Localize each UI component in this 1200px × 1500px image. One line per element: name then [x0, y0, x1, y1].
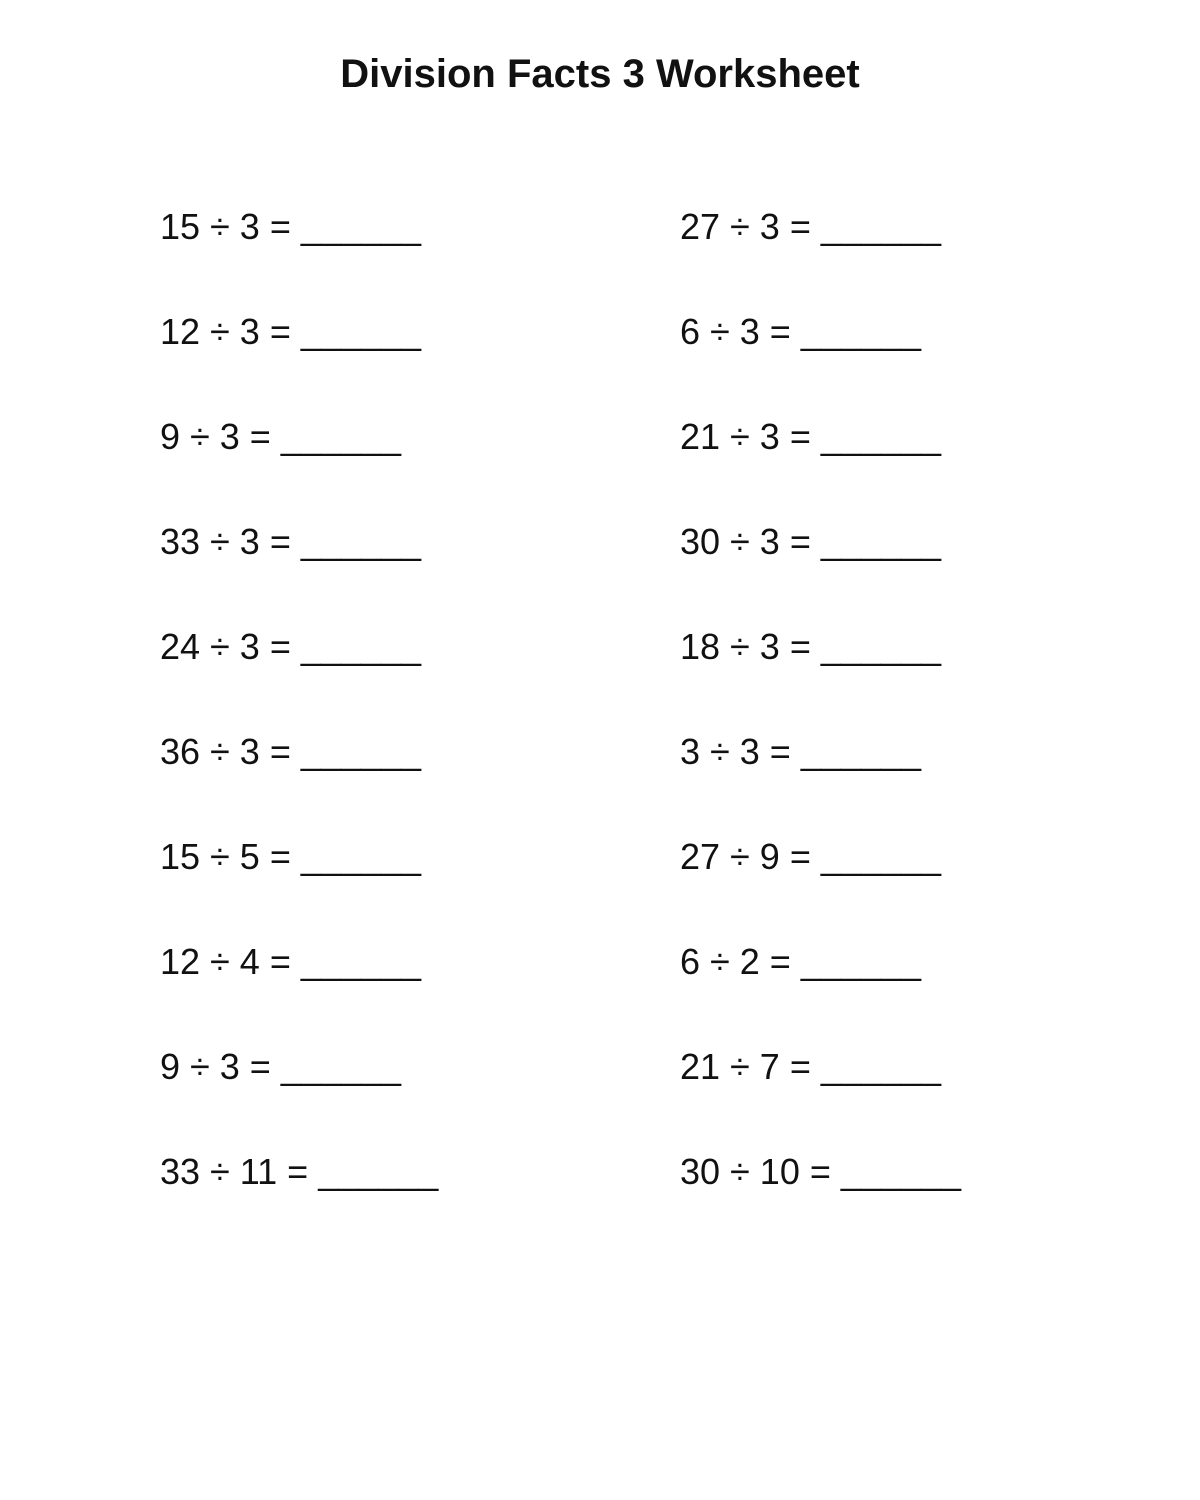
problem-item: 27 ÷ 3 = ______ [680, 206, 941, 247]
problem-item: 9 ÷ 3 = ______ [160, 416, 401, 457]
problem-item: 6 ÷ 2 = ______ [680, 941, 921, 982]
problem-item: 18 ÷ 3 = ______ [680, 626, 941, 667]
problem-item: 12 ÷ 3 = ______ [160, 311, 421, 352]
problem-item: 30 ÷ 10 = ______ [680, 1151, 962, 1192]
problem-item: 27 ÷ 9 = ______ [680, 836, 941, 877]
problem-item: 3 ÷ 3 = ______ [680, 731, 921, 772]
problem-item: 6 ÷ 3 = ______ [680, 311, 921, 352]
problem-item: 21 ÷ 3 = ______ [680, 416, 941, 457]
problem-item: 24 ÷ 3 = ______ [160, 626, 421, 667]
problem-item: 21 ÷ 7 = ______ [680, 1046, 941, 1087]
problem-item: 12 ÷ 4 = ______ [160, 941, 421, 982]
problem-item: 33 ÷ 3 = ______ [160, 521, 421, 562]
problem-item: 33 ÷ 11 = ______ [160, 1151, 439, 1192]
worksheet-title: Division Facts 3 Worksheet [340, 52, 860, 96]
problem-item: 9 ÷ 3 = ______ [160, 1046, 401, 1087]
problem-item: 15 ÷ 3 = ______ [160, 206, 421, 247]
problem-item: 36 ÷ 3 = ______ [160, 731, 421, 772]
problem-grid [160, 205, 1160, 1255]
problem-item: 15 ÷ 5 = ______ [160, 836, 421, 877]
problem-item: 30 ÷ 3 = ______ [680, 521, 941, 562]
